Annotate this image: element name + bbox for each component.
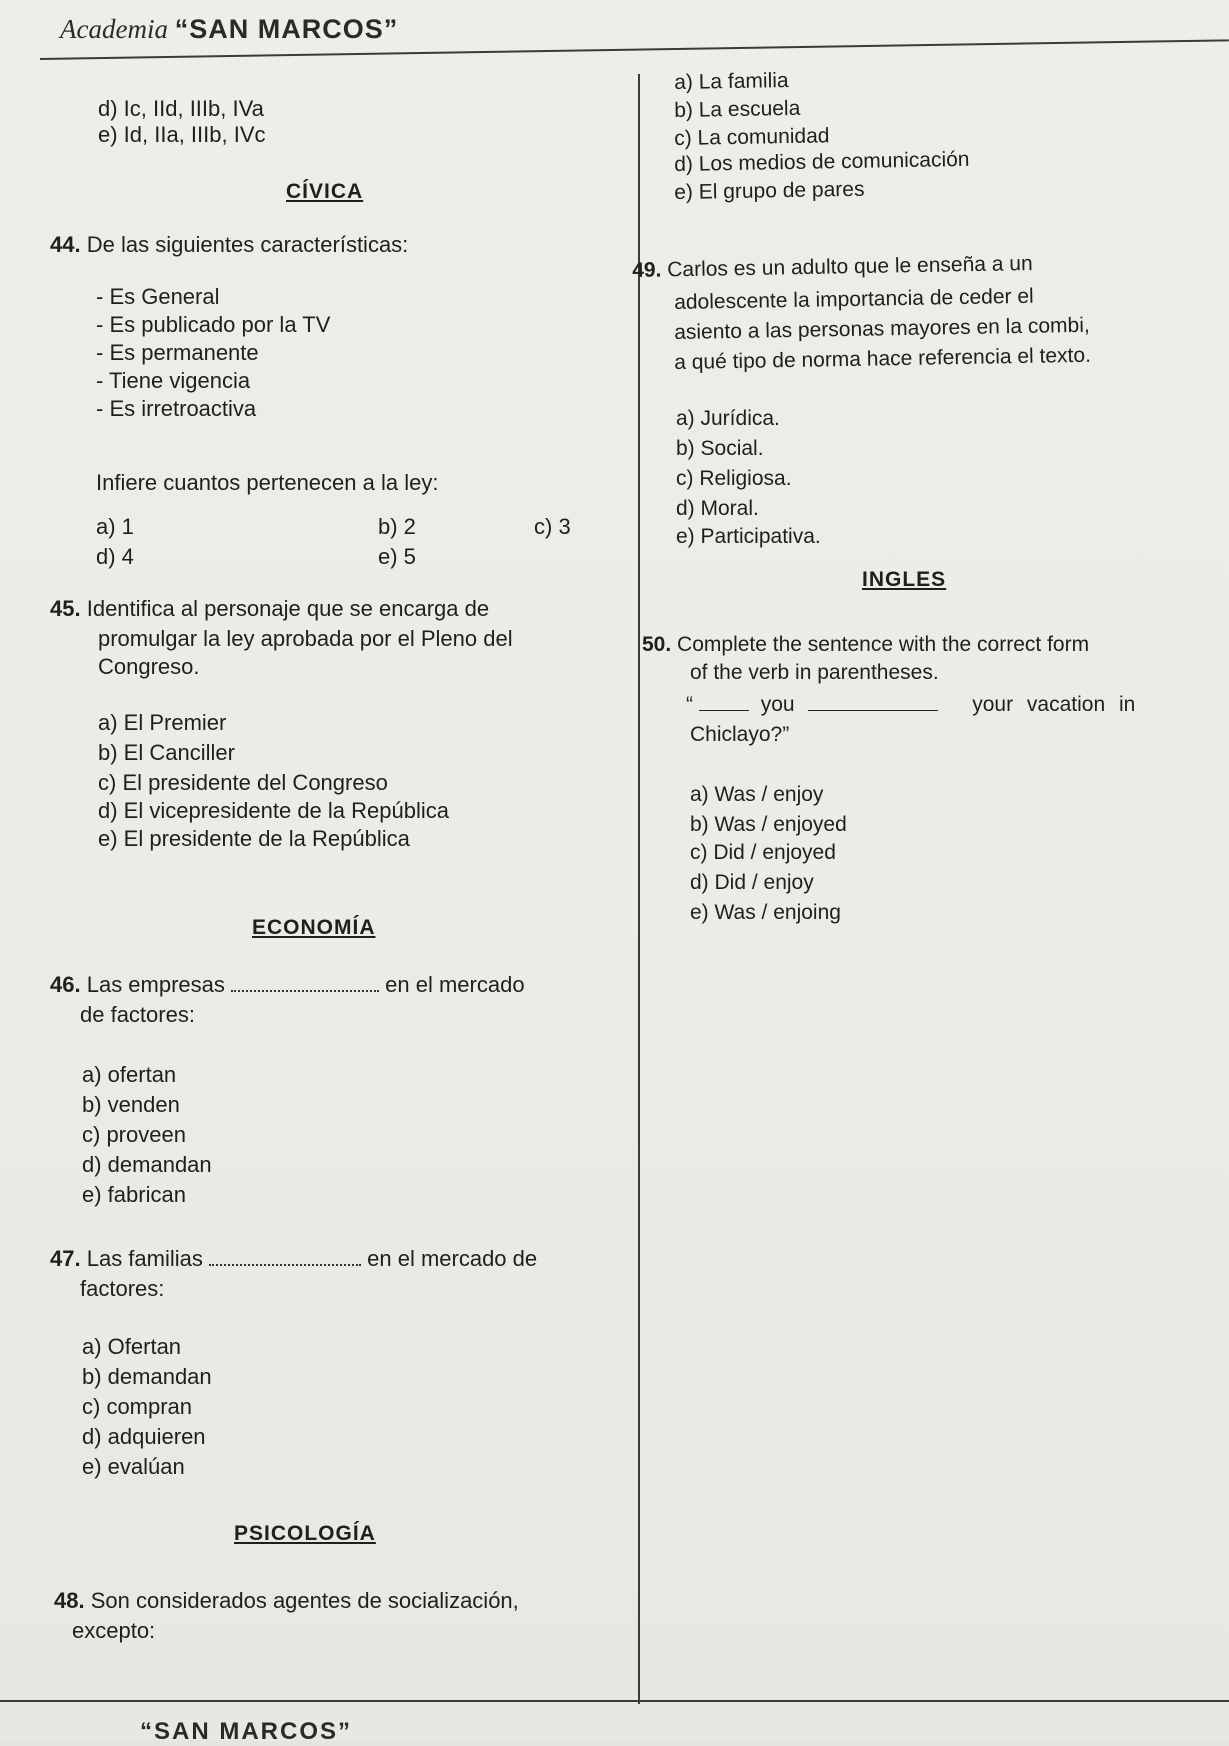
q46-option: c) proveen <box>82 1122 186 1147</box>
q46-option: d) demandan <box>82 1152 212 1177</box>
section-ingles: INGLES <box>862 568 947 591</box>
q48-option: b) La escuela <box>674 96 801 122</box>
q48-option: a) La familia <box>674 69 789 94</box>
feature-item: - Es irretroactiva <box>96 396 257 421</box>
question-49-line: a qué tipo de norma hace referencia el texto. <box>674 343 1092 374</box>
question-48 <box>54 1588 519 1614</box>
answer-blank <box>209 1264 361 1266</box>
q45-option: c) El presidente del Congreso <box>98 770 388 795</box>
question-49-line: adolescente la importancia de ceder el <box>674 284 1034 314</box>
sentence-you: you <box>760 693 795 716</box>
question-50-line: of the verb in parentheses. <box>690 661 939 684</box>
academy-name: “SAN MARCOS” <box>174 14 399 44</box>
q45-option: b) El Canciller <box>98 740 235 765</box>
question-47-number: 47. <box>50 1246 81 1271</box>
prev-option-e: e) Id, IIa, IIIb, IVc <box>98 122 266 147</box>
q50-option: d) Did / enjoy <box>690 871 814 894</box>
q47-option: c) compran <box>82 1394 193 1419</box>
q44-option-e: e) 5 <box>378 544 416 569</box>
question-45-number: 45. <box>50 596 81 621</box>
question-48-line: excepto: <box>72 1618 156 1643</box>
question-44-number: 44. <box>50 232 81 257</box>
q45-option: a) El Premier <box>98 710 227 735</box>
question-48-number: 48. <box>54 1588 85 1613</box>
section-civica: CÍVICA <box>286 180 364 203</box>
question-50 <box>642 632 1089 658</box>
q49-option: c) Religiosa. <box>676 467 792 490</box>
q50-option: e) Was / enjoing <box>690 901 841 924</box>
section-economia: ECONOMÍA <box>252 916 376 939</box>
question-44 <box>50 232 408 258</box>
q47-option: e) evalúan <box>82 1454 185 1479</box>
question-46 <box>50 972 525 998</box>
question-50-sentence <box>686 692 1135 718</box>
question-44-infer: Infiere cuantos pertenecen a la ley: <box>96 470 439 495</box>
q49-option: a) Jurídica. <box>676 407 780 430</box>
q44-option-a: a) 1 <box>96 514 134 539</box>
feature-item: - Es permanente <box>96 340 259 365</box>
q45-option: d) El vicepresidente de la República <box>98 798 449 823</box>
answer-blank <box>808 710 938 711</box>
q45-option: e) El presidente de la República <box>98 826 410 851</box>
question-46-after: en el mercado <box>385 972 525 997</box>
question-44-prompt: De las siguientes características: <box>86 232 409 257</box>
q46-option: a) ofertan <box>82 1062 177 1087</box>
feature-item: - Es General <box>96 284 220 309</box>
q44-option-b: b) 2 <box>378 514 416 539</box>
question-47 <box>50 1246 537 1272</box>
sentence-end: Chiclayo?” <box>690 723 790 746</box>
question-50-line: Complete the sentence with the correct form <box>677 633 1090 656</box>
question-47-after: en el mercado de <box>367 1246 538 1271</box>
question-46-before: Las empresas <box>86 972 225 997</box>
question-45 <box>50 596 610 622</box>
question-49-number: 49. <box>632 258 662 282</box>
q50-option: b) Was / enjoyed <box>690 813 847 836</box>
q47-option: a) Ofertan <box>82 1334 182 1359</box>
q48-option: e) El grupo de pares <box>674 177 865 204</box>
section-psicologia: PSICOLOGÍA <box>234 1522 376 1545</box>
question-50-number: 50. <box>642 633 672 656</box>
question-48-line: Son considerados agentes de socialización, <box>90 1588 519 1613</box>
question-49-line: Carlos es un adulto que le enseña a un <box>667 252 1033 282</box>
q48-option: c) La comunidad <box>674 124 830 150</box>
prev-option-d: d) Ic, IId, IIIb, IVa <box>98 96 264 121</box>
q47-option: b) demandan <box>82 1364 212 1389</box>
q49-option: d) Moral. <box>676 497 759 520</box>
q44-option-c: c) 3 <box>534 514 571 539</box>
academy-prefix: Academia <box>60 14 168 44</box>
feature-item: - Es publicado por la TV <box>96 312 331 337</box>
question-47-line2: factores: <box>80 1276 165 1301</box>
answer-blank <box>699 710 749 711</box>
question-45-line: Identifica al personaje que se encarga de <box>86 596 490 621</box>
answer-blank <box>231 990 379 992</box>
q49-option: b) Social. <box>676 437 764 460</box>
q46-option: b) venden <box>82 1092 180 1117</box>
question-45-line: Congreso. <box>98 654 200 679</box>
question-49-line: asiento a las personas mayores en la combi, <box>674 313 1090 344</box>
q44-option-d: d) 4 <box>96 544 134 569</box>
question-46-number: 46. <box>50 972 81 997</box>
q50-option: a) Was / enjoy <box>690 783 824 806</box>
q48-option: d) Los medios de comunicación <box>674 147 970 176</box>
question-46-line2: de factores: <box>80 1002 195 1027</box>
open-quote: “ <box>686 693 693 716</box>
q46-option: e) fabrican <box>82 1182 186 1207</box>
question-45-line: promulgar la ley aprobada por el Pleno del <box>98 626 513 651</box>
q47-option: d) adquieren <box>82 1424 206 1449</box>
q50-option: c) Did / enjoyed <box>690 841 836 864</box>
academy-header <box>60 14 398 45</box>
sentence-rest: your vacation in <box>972 693 1136 716</box>
feature-item: - Tiene vigencia <box>96 368 251 393</box>
q49-option: e) Participativa. <box>676 525 821 548</box>
footer-text: “SAN MARCOS” <box>140 1718 353 1745</box>
question-47-before: Las familias <box>86 1246 203 1271</box>
column-divider <box>638 74 640 1704</box>
footer-rule <box>0 1700 1229 1702</box>
